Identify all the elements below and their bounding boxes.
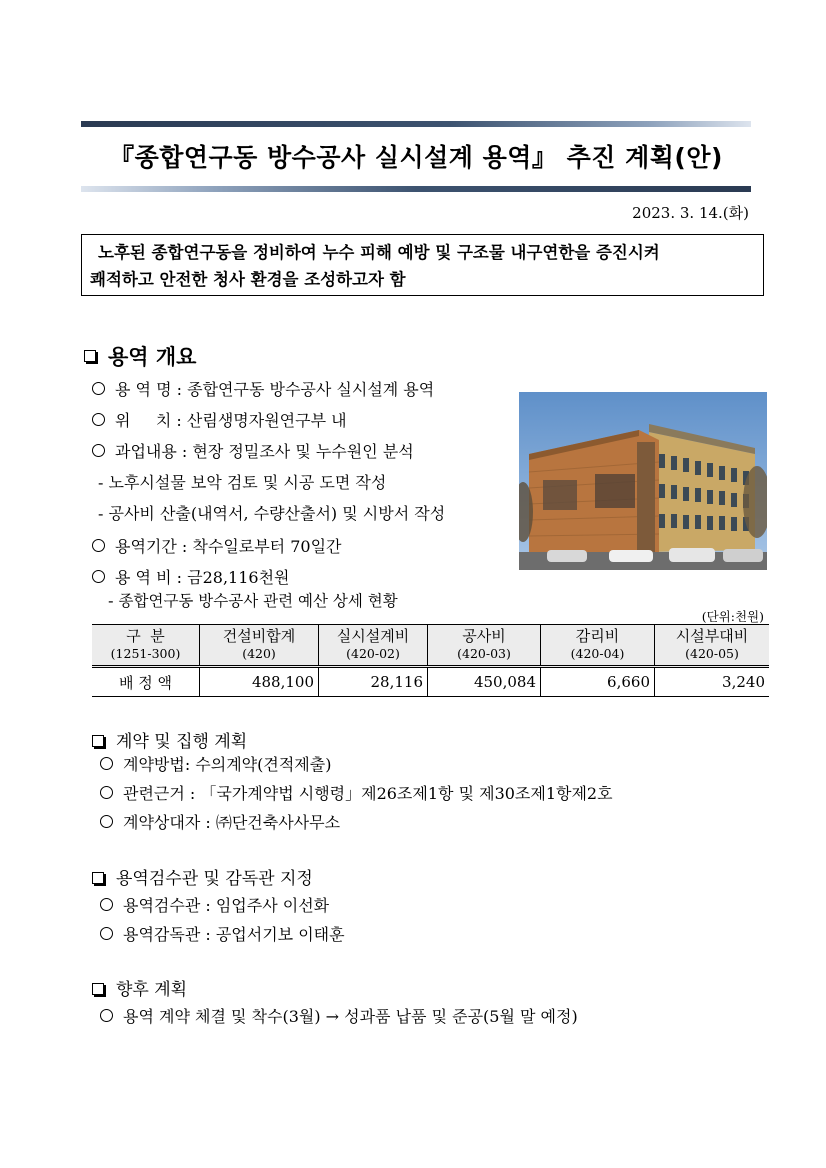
section-overview-title: 용역 개요 — [108, 345, 197, 369]
circle-bullet-icon — [92, 570, 105, 583]
circle-bullet-icon — [92, 382, 105, 395]
scope-label: 과업내용 : — [115, 442, 188, 461]
section-contract-title: 계약 및 집행 계획 — [116, 732, 248, 752]
period-label: 용역기간 : — [115, 537, 188, 556]
checkbox-square-icon — [92, 983, 104, 995]
period-value: 착수일로부터 70일간 — [192, 537, 342, 556]
overview-scope-line — [92, 439, 414, 462]
inspector-name: 용역검수관 : 임업주사 이선화 — [123, 896, 330, 915]
header-cell: 공사비 (420-03) — [428, 625, 541, 667]
overview-name-line — [92, 377, 434, 400]
contract-party-line — [100, 810, 340, 833]
cost-label: 용 역 비 : — [115, 568, 183, 587]
budget-header-row — [92, 625, 769, 667]
supervisor-name: 용역감독관 : 공업서기보 이태훈 — [123, 925, 345, 944]
name-label: 용 역 명 : — [115, 380, 183, 399]
circle-bullet-icon — [100, 898, 113, 911]
section-inspector-heading — [92, 864, 313, 889]
supervisor-line — [100, 922, 345, 945]
section-future-title: 향후 계획 — [116, 980, 188, 1000]
overview-location-line — [92, 408, 347, 431]
budget-table — [92, 624, 769, 697]
document-title: 『종합연구동 방수공사 실시설계 용역』 추진 계획(안) — [109, 143, 723, 172]
budget-value-row — [92, 667, 769, 697]
future-plan-line — [100, 1004, 578, 1027]
header-cell: 시설부대비 (420-05) — [655, 625, 770, 667]
value-cell: 450,084 — [428, 667, 541, 697]
section-future-heading — [92, 975, 187, 1000]
header-cell: 건설비합계 (420) — [200, 625, 319, 667]
cost-value: 금28,116천원 — [187, 568, 290, 587]
inspector-line — [100, 893, 329, 916]
building-illustration — [519, 392, 767, 570]
circle-bullet-icon — [92, 444, 105, 457]
section-contract-heading — [92, 727, 247, 752]
budget-note: - 종합연구동 방수공사 관련 예산 상세 현황 — [108, 592, 398, 610]
document-date: 2023. 3. 14.(화) — [632, 204, 749, 222]
summary-line-1: 노후된 종합연구동을 정비하여 누수 피해 예방 및 구조물 내구연한을 증진시켜 — [98, 243, 660, 262]
summary-line-2: 쾌적하고 안전한 청사 환경을 조성하고자 함 — [90, 270, 406, 289]
section-inspector-title: 용역검수관 및 감독관 지정 — [116, 869, 313, 889]
circle-bullet-icon — [100, 1009, 113, 1022]
header-cell: 구 분 (1251-300) — [92, 625, 200, 667]
value-cell: 28,116 — [319, 667, 428, 697]
contract-method: 계약방법: 수의계약(견적제출) — [123, 755, 332, 774]
contract-method-line — [100, 752, 331, 775]
circle-bullet-icon — [100, 927, 113, 940]
location-label: 위 치 : — [115, 411, 182, 430]
future-plan: 용역 계약 체결 및 착수(3월) → 성과품 납품 및 준공(5월 말 예정) — [123, 1007, 578, 1026]
checkbox-square-icon — [92, 872, 104, 884]
scope-sub-item-2: - 공사비 산출(내역서, 수량산출서) 및 시방서 작성 — [98, 504, 446, 523]
header-cell: 감리비 (420-04) — [541, 625, 655, 667]
building-photo — [519, 392, 767, 570]
value-cell: 488,100 — [200, 667, 319, 697]
header-cell: 실시설계비 (420-02) — [319, 625, 428, 667]
summary-box — [81, 234, 764, 296]
unit-note: (단위:천원) — [701, 609, 764, 624]
circle-bullet-icon — [100, 786, 113, 799]
checkbox-square-icon — [92, 735, 104, 747]
circle-bullet-icon — [92, 413, 105, 426]
contract-party: 계약상대자 : ㈜단건축사사무소 — [123, 813, 341, 832]
contract-basis-line — [100, 781, 613, 804]
scope-value: 현장 정밀조사 및 누수원인 분석 — [192, 442, 414, 461]
circle-bullet-icon — [92, 539, 105, 552]
overview-period-line — [92, 534, 342, 557]
circle-bullet-icon — [100, 757, 113, 770]
checkbox-square-icon — [84, 350, 96, 362]
overview-cost-line — [92, 565, 289, 588]
location-value: 산림생명자원연구부 내 — [186, 411, 347, 430]
row-label: 배 정 액 — [92, 667, 200, 697]
title-top-bar — [81, 121, 751, 127]
circle-bullet-icon — [100, 815, 113, 828]
value-cell: 3,240 — [655, 667, 770, 697]
section-overview-heading — [84, 341, 196, 371]
scope-sub-item-1: - 노후시설물 보악 검토 및 시공 도면 작성 — [98, 473, 387, 492]
title-bottom-bar — [81, 186, 751, 192]
value-cell: 6,660 — [541, 667, 655, 697]
contract-basis: 관련근거 : 「국가계약법 시행령」제26조제1항 및 제30조제1항제2호 — [123, 784, 613, 803]
name-value: 종합연구동 방수공사 실시설계 용역 — [187, 380, 435, 399]
